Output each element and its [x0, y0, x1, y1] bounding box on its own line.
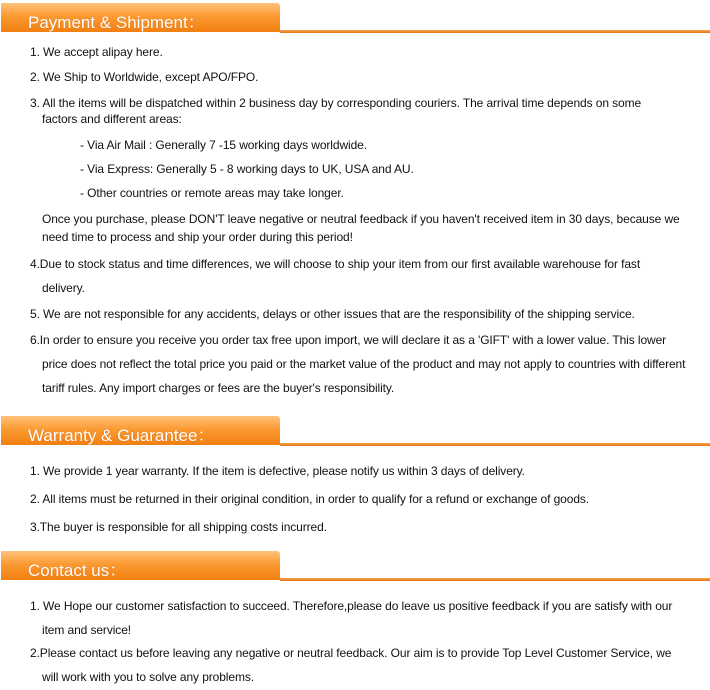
header-tab	[1, 3, 280, 32]
payment-item-3-line-1: 3. All the items will be dispatched within 2 business day by corresponding couriers. The arrival time depends on some	[30, 96, 642, 110]
warranty-item-1: 1. We provide 1 year warranty. If the item is defective, please notify us within 3 days of delivery.	[30, 464, 525, 478]
header-divider	[280, 578, 710, 581]
payment-item-6-line-2: price does not reflect the total price you paid or the market value of the product and may not apply to countries with different	[42, 357, 686, 371]
payment-item-5: 5. We are not responsible for any accidents, delays or other issues that are the responsibility of the shipping service.	[30, 307, 635, 321]
payment-item-6-line-3: tariff rules. Any import charges or fees are the buyer's responsibility.	[42, 381, 395, 395]
warranty-guarantee-title: Warranty & Guarantee：	[28, 426, 215, 445]
contact-item-2-line-2: will work with you to solve any problems.	[42, 670, 254, 684]
payment-item-3-line-2: factors and different areas:	[42, 112, 182, 126]
payment-shipment-header	[0, 3, 710, 35]
contact-item-1-line-1: 1. We Hope our customer satisfaction to succeed. Therefore,please do leave us positive feedback if you are satisfy with our	[30, 599, 673, 613]
contact-us-header	[0, 551, 710, 583]
warranty-item-3: 3.The buyer is responsible for all shipping costs incurred.	[30, 520, 327, 534]
header-divider	[280, 30, 710, 33]
header-divider	[280, 443, 710, 446]
contact-item-1-line-2: item and service!	[42, 623, 132, 637]
payment-item-2: 2. We Ship to Worldwide, except APO/FPO.	[30, 70, 259, 84]
contact-us-title: Contact us：	[28, 561, 127, 580]
shipping-other-note: - Other countries or remote areas may take longer.	[80, 186, 344, 200]
payment-item-4-line-2: delivery.	[42, 281, 85, 295]
payment-item-6-line-1: 6.In order to ensure you receive you order tax free upon import, we will declare it as a 'GIFT' with a lower value. This lower	[30, 333, 667, 347]
payment-shipment-title: Payment & Shipment：	[28, 13, 205, 32]
shipping-airmail-note: - Via Air Mail : Generally 7 -15 working days worldwide.	[80, 138, 367, 152]
warranty-guarantee-header	[0, 416, 710, 448]
shipping-express-note: - Via Express: Generally 5 - 8 working days to UK, USA and AU.	[80, 162, 414, 176]
payment-item-4-line-1: 4.Due to stock status and time differences, we will choose to ship your item from our first available warehouse for fast	[30, 257, 641, 271]
header-tab	[1, 416, 280, 445]
contact-item-2-line-1: 2.Please contact us before leaving any negative or neutral feedback. Our aim is to provide Top Level Customer Service, we	[30, 646, 672, 660]
feedback-note-line-2: need time to process and ship your order during this period!	[42, 230, 353, 244]
feedback-note-line-1: Once you purchase, please DON'T leave negative or neutral feedback if you haven't received item in 30 days, because we	[42, 212, 680, 226]
warranty-item-2: 2. All items must be returned in their original condition, in order to qualify for a refund or exchange of goods.	[30, 492, 590, 506]
payment-item-1: 1. We accept alipay here.	[30, 45, 163, 59]
header-tab	[1, 551, 280, 580]
